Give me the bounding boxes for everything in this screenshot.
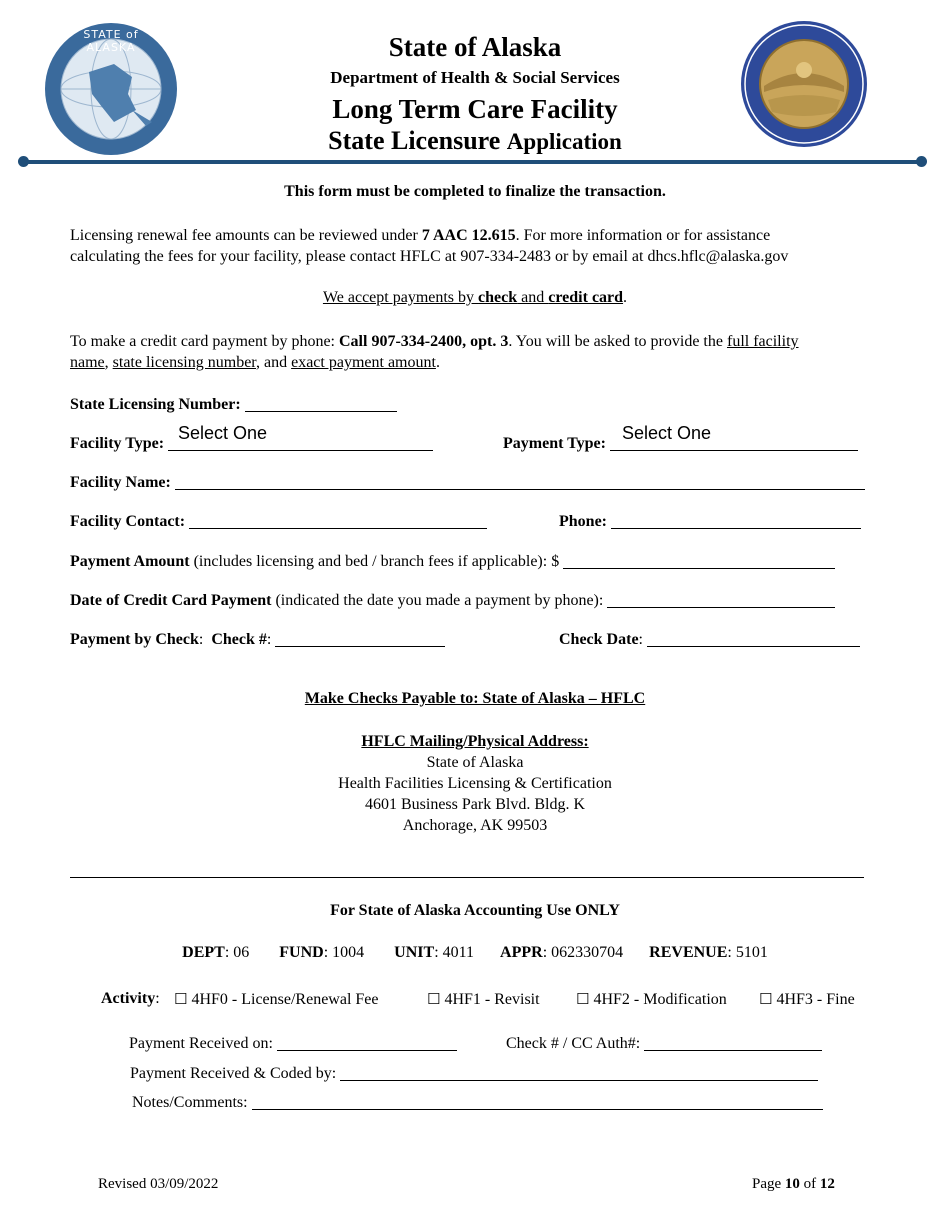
accounting-codes (0, 944, 950, 962)
appr-value: : 062330704 (542, 944, 624, 961)
payment-amount-note: (includes licensing and bed / branch fees if applicable): $ (189, 553, 560, 570)
page-total: 12 (819, 1176, 835, 1192)
checkbox-icon[interactable]: ☐ (759, 990, 773, 1008)
revenue-value: : 5101 (727, 944, 768, 961)
facility-contact-row (70, 512, 487, 531)
cc-date-note: (indicated the date you made a payment by phone): (271, 592, 604, 609)
check-num-colon: : (266, 631, 272, 648)
accounting-divider (70, 877, 864, 878)
payment-received-on-row (129, 1034, 457, 1053)
header-divider (22, 160, 926, 164)
check-date-field[interactable] (647, 630, 860, 647)
cc-full-facility: full facility (726, 333, 799, 350)
header-divider-left-dot (18, 156, 29, 167)
cc-phone-text-1: To make a credit card payment by phone: (70, 333, 339, 350)
payment-received-on-label: Payment Received on: (129, 1035, 273, 1052)
fee-paragraph (70, 225, 890, 267)
fee-text-2: . For more information or for assistance (515, 227, 771, 244)
facility-name-label: Facility Name: (70, 474, 171, 491)
header-department: Department of Health & Social Services (330, 68, 620, 87)
accept-check: check (478, 289, 518, 306)
payment-by-check-label: Payment by Check (70, 631, 199, 648)
notes-row (132, 1093, 823, 1112)
notes-field[interactable] (252, 1093, 823, 1110)
facility-type-value[interactable]: Select One (178, 423, 268, 443)
payment-type-value[interactable]: Select One (622, 423, 712, 443)
accounting-heading: For State of Alaska Accounting Use ONLY (330, 902, 620, 919)
address-line-4: Anchorage, AK 99503 (402, 817, 548, 834)
appr-label: APPR (500, 944, 543, 961)
received-coded-by-field[interactable] (340, 1064, 818, 1081)
facility-type-label: Facility Type: (70, 435, 165, 452)
header-title: State of Alaska (388, 32, 562, 62)
cc-comma: , (104, 354, 113, 371)
checkbox-icon[interactable]: ☐ (174, 990, 188, 1008)
accept-and: and (517, 289, 549, 306)
check-num-field[interactable] (275, 630, 445, 647)
facility-contact-label: Facility Contact: (70, 513, 186, 530)
fee-text-3: calculating the fees for your facility, please contact HFLC at 907-334-2483 or by email at dhcs.hflc@alaska.gov (70, 248, 789, 265)
facility-name-field[interactable] (175, 473, 865, 490)
address-line-2: Health Facilities Licensing & Certification (338, 775, 612, 792)
facility-name-row (70, 473, 865, 492)
payment-by-check-colon: : (198, 631, 204, 648)
cc-end: . (435, 354, 440, 371)
accept-text: We accept payments by (322, 289, 479, 306)
payment-type-label: Payment Type: (503, 435, 606, 452)
state-licensing-number-field[interactable] (245, 395, 397, 412)
state-seal (740, 20, 868, 148)
activity-4hf3-label: 4HF3 - Fine (776, 991, 855, 1008)
page-number (752, 1176, 835, 1193)
accept-credit-card: credit card (548, 289, 624, 306)
activity-4hf3[interactable] (759, 990, 855, 1009)
accept-end: . (623, 289, 628, 306)
address-line-3: 4601 Business Park Blvd. Bldg. K (364, 796, 585, 813)
cc-exact-amount: exact payment amount (291, 354, 436, 371)
checks-payable-to: Make Checks Payable to: State of Alaska – HFLC (304, 690, 646, 707)
payment-amount-field[interactable] (563, 552, 835, 569)
received-coded-by-row (130, 1064, 818, 1083)
activity-4hf2[interactable] (576, 990, 727, 1009)
cc-and: , and (255, 354, 292, 371)
check-date-colon: : (638, 631, 643, 648)
phone-label: Phone: (559, 513, 607, 530)
cc-phone-text-2: . You will be asked to provide the (508, 333, 727, 350)
address-line-1: State of Alaska (426, 754, 524, 771)
dept-value: : 06 (224, 944, 250, 961)
header-title-line2: Long Term Care Facility (332, 94, 618, 124)
checkbox-icon[interactable]: ☐ (576, 990, 590, 1008)
activity-4hf0-label: 4HF0 - License/Renewal Fee (191, 991, 379, 1008)
payment-received-on-field[interactable] (277, 1034, 457, 1051)
check-num-label: Check # (211, 631, 267, 648)
page-prefix: Page (752, 1176, 785, 1192)
cc-date-label: Date of Credit Card Payment (70, 592, 272, 609)
cc-name: name (70, 354, 105, 371)
unit-value: : 4011 (434, 944, 475, 961)
activity-row (101, 990, 160, 1008)
page-of: of (799, 1176, 820, 1192)
activity-colon: : (155, 990, 160, 1007)
header-title-line3-a: State Licensure (328, 126, 501, 155)
header-divider-right-dot (916, 156, 927, 167)
fund-label: FUND (279, 944, 324, 961)
accepted-payments (0, 289, 950, 307)
check-date-label: Check Date (559, 631, 639, 648)
activity-4hf0[interactable] (174, 990, 379, 1009)
activity-4hf1[interactable] (427, 990, 540, 1009)
payment-amount-row (70, 552, 835, 571)
received-coded-by-label: Payment Received & Coded by: (130, 1065, 337, 1082)
check-date-row (559, 630, 860, 649)
state-licensing-number-row (70, 395, 397, 414)
activity-4hf2-label: 4HF2 - Modification (593, 991, 727, 1008)
state-licensing-number-label: State Licensing Number: (70, 396, 241, 413)
payment-by-check-row (70, 630, 445, 649)
phone-field[interactable] (611, 512, 861, 529)
activity-label: Activity (101, 990, 156, 1007)
facility-contact-field[interactable] (189, 512, 487, 529)
fee-text-1: Licensing renewal fee amounts can be reviewed under (70, 227, 422, 244)
payment-amount-label: Payment Amount (70, 553, 190, 570)
notes-label: Notes/Comments: (132, 1094, 248, 1111)
check-cc-auth-field[interactable] (644, 1034, 822, 1051)
header-title-line3-b: Application (506, 129, 622, 154)
revenue-label: REVENUE (649, 944, 728, 961)
revised-date: Revised 03/09/2022 (98, 1176, 219, 1192)
logo-text-top: STATE of ALASKA (83, 28, 139, 54)
checkbox-icon[interactable]: ☐ (427, 990, 441, 1008)
seal-icon (740, 20, 868, 148)
fee-regulation: 7 AAC 12.615 (421, 227, 516, 244)
phone-row (559, 512, 861, 531)
cc-date-row (70, 591, 835, 610)
cc-date-field[interactable] (607, 591, 835, 608)
activity-4hf1-label: 4HF1 - Revisit (444, 991, 540, 1008)
check-cc-auth-row (506, 1034, 822, 1053)
check-cc-auth-label: Check # / CC Auth#: (506, 1035, 641, 1052)
address-heading: HFLC Mailing/Physical Address: (361, 733, 589, 750)
unit-label: UNIT (394, 944, 435, 961)
dept-label: DEPT (182, 944, 225, 961)
fund-value: : 1004 (323, 944, 365, 961)
must-complete-notice: This form must be completed to finalize the transaction. (284, 183, 666, 200)
cc-state-licensing-number: state licensing number (112, 354, 256, 371)
page-current: 10 (784, 1176, 800, 1192)
cc-phone-number: Call 907-334-2400, opt. 3 (339, 333, 509, 350)
cc-phone-paragraph (70, 331, 890, 373)
